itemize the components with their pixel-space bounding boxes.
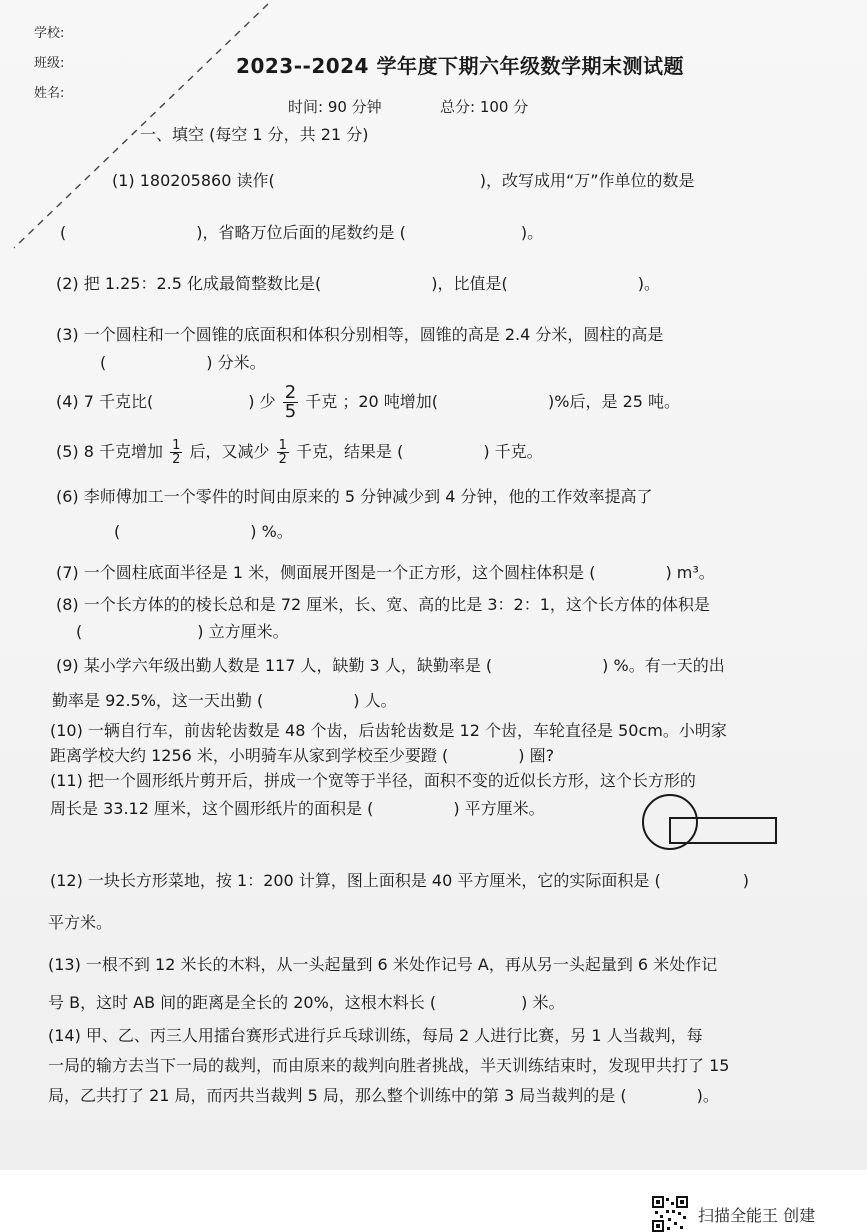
question-7: (7) 一个圆柱底面半径是 1 米，侧面展开图是一个正方形，这个圆柱体积是 ( ) m³。 xyxy=(56,563,715,582)
question-3-line-2: ( ) 分米。 xyxy=(100,353,266,372)
question-12-line-1: (12) 一块长方形菜地，按 1：200 计算，图上面积是 40 平方厘米，它的实际面积是 ( ) xyxy=(50,871,749,890)
question-10-line-1: (10) 一辆自行车，前齿轮齿数是 48 个齿，后齿轮齿数是 12 个齿，车轮直径是 50cm。小明家 xyxy=(50,721,727,740)
question-13-line-2: 号 B，这时 AB 间的距离是全长的 20%，这根木料长 ( ) 米。 xyxy=(48,993,565,1012)
question-8-line-1: (8) 一个长方体的的棱长总和是 72 厘米，长、宽、高的比是 3：2：1，这个长方体的体积是 xyxy=(56,595,710,614)
question-10-line-2: 距离学校大约 1256 米，小明骑车从家到学校至少要蹬 ( ) 圈? xyxy=(50,746,555,765)
question-6-line-1: (6) 李师傅加工一个零件的时间由原来的 5 分钟减少到 4 分钟，他的工作效率提高了 xyxy=(56,487,653,506)
fraction-one-half-1: $\frac{1}{2}$ xyxy=(172,438,181,467)
scanner-watermark xyxy=(652,1196,815,1232)
class-label: 班级: xyxy=(34,56,65,71)
question-6-line-2: ( ) %。 xyxy=(114,522,293,541)
exam-time: 时间: 90 分钟 xyxy=(288,98,382,116)
question-9-line-2: 勤率是 92.5%，这一天出勤 ( ) 人。 xyxy=(52,691,397,710)
question-11-line-1: (11) 把一个圆形纸片剪开后，拼成一个宽等于半径，面积不变的近似长方形，这个长方形的 xyxy=(50,771,696,790)
question-9-line-1: (9) 某小学六年级出勤人数是 117 人，缺勤 3 人，缺勤率是 ( ) %。有一天的出 xyxy=(56,656,725,675)
question-12-line-2: 平方米。 xyxy=(48,913,113,932)
question-13-line-1: (13) 一根不到 12 米长的木料，从一头起量到 6 米处作记号 A，再从另一头起量到 6 米处作记 xyxy=(48,955,718,974)
question-2: (2) 把 1.25：2.5 化成最简整数比是( )，比值是( )。 xyxy=(56,274,660,293)
qr-code-icon xyxy=(652,1196,688,1232)
watermark-text: 扫描全能王 创建 xyxy=(698,1205,816,1225)
question-1-line-1: (1) 180205860 读作( )，改写成用“万”作单位的数是 xyxy=(112,171,695,190)
fraction-one-half-2: $\frac{1}{2}$ xyxy=(278,438,287,467)
question-14-line-2: 一局的输方去当下一局的裁判，而由原来的裁判向胜者挑战，半天训练结束时，发现甲共打了 15 xyxy=(48,1056,730,1075)
question-14-line-1: (14) 甲、乙、丙三人用擂台赛形式进行乒乓球训练，每局 2 人进行比赛，另 1 人当裁判，每 xyxy=(48,1026,703,1045)
question-5: (5) 8 千克增加 $\frac{1}{2}$ 后，又减少 $\frac{1}{2}$ 千克，结果是 ( ) 千克。 xyxy=(56,438,543,467)
exam-score: 总分: 100 分 xyxy=(440,98,529,116)
question-11-line-2: 周长是 33.12 厘米，这个圆形纸片的面积是 ( ) 平方厘米。 xyxy=(50,799,545,818)
exam-title: 2023--2024 学年度下期六年级数学期末测试题 xyxy=(236,54,684,78)
fraction-two-fifths: $\frac{2}{5}$ xyxy=(284,382,297,422)
question-3-line-1: (3) 一个圆柱和一个圆锥的底面积和体积分别相等，圆锥的高是 2.4 分米，圆柱的高是 xyxy=(56,325,664,344)
question-14-line-3: 局，乙共打了 21 局，而丙共当裁判 5 局，那么整个训练中的第 3 局当裁判的是 ( )。 xyxy=(48,1086,719,1105)
name-label: 姓名: xyxy=(34,86,65,101)
circle-rectangle-figure xyxy=(640,792,780,852)
school-label: 学校: xyxy=(34,26,65,41)
question-4: (4) 7 千克比( ) 少 $\frac{2}{5}$ 千克 ；20 吨增加( )%后，是 25 吨。 xyxy=(56,382,681,422)
question-1-line-2: ( )，省略万位后面的尾数约是 ( )。 xyxy=(60,223,544,242)
section-title: 一、填空 (每空 1 分，共 21 分) xyxy=(140,125,369,144)
question-8-line-2: ( ) 立方厘米。 xyxy=(76,622,289,641)
